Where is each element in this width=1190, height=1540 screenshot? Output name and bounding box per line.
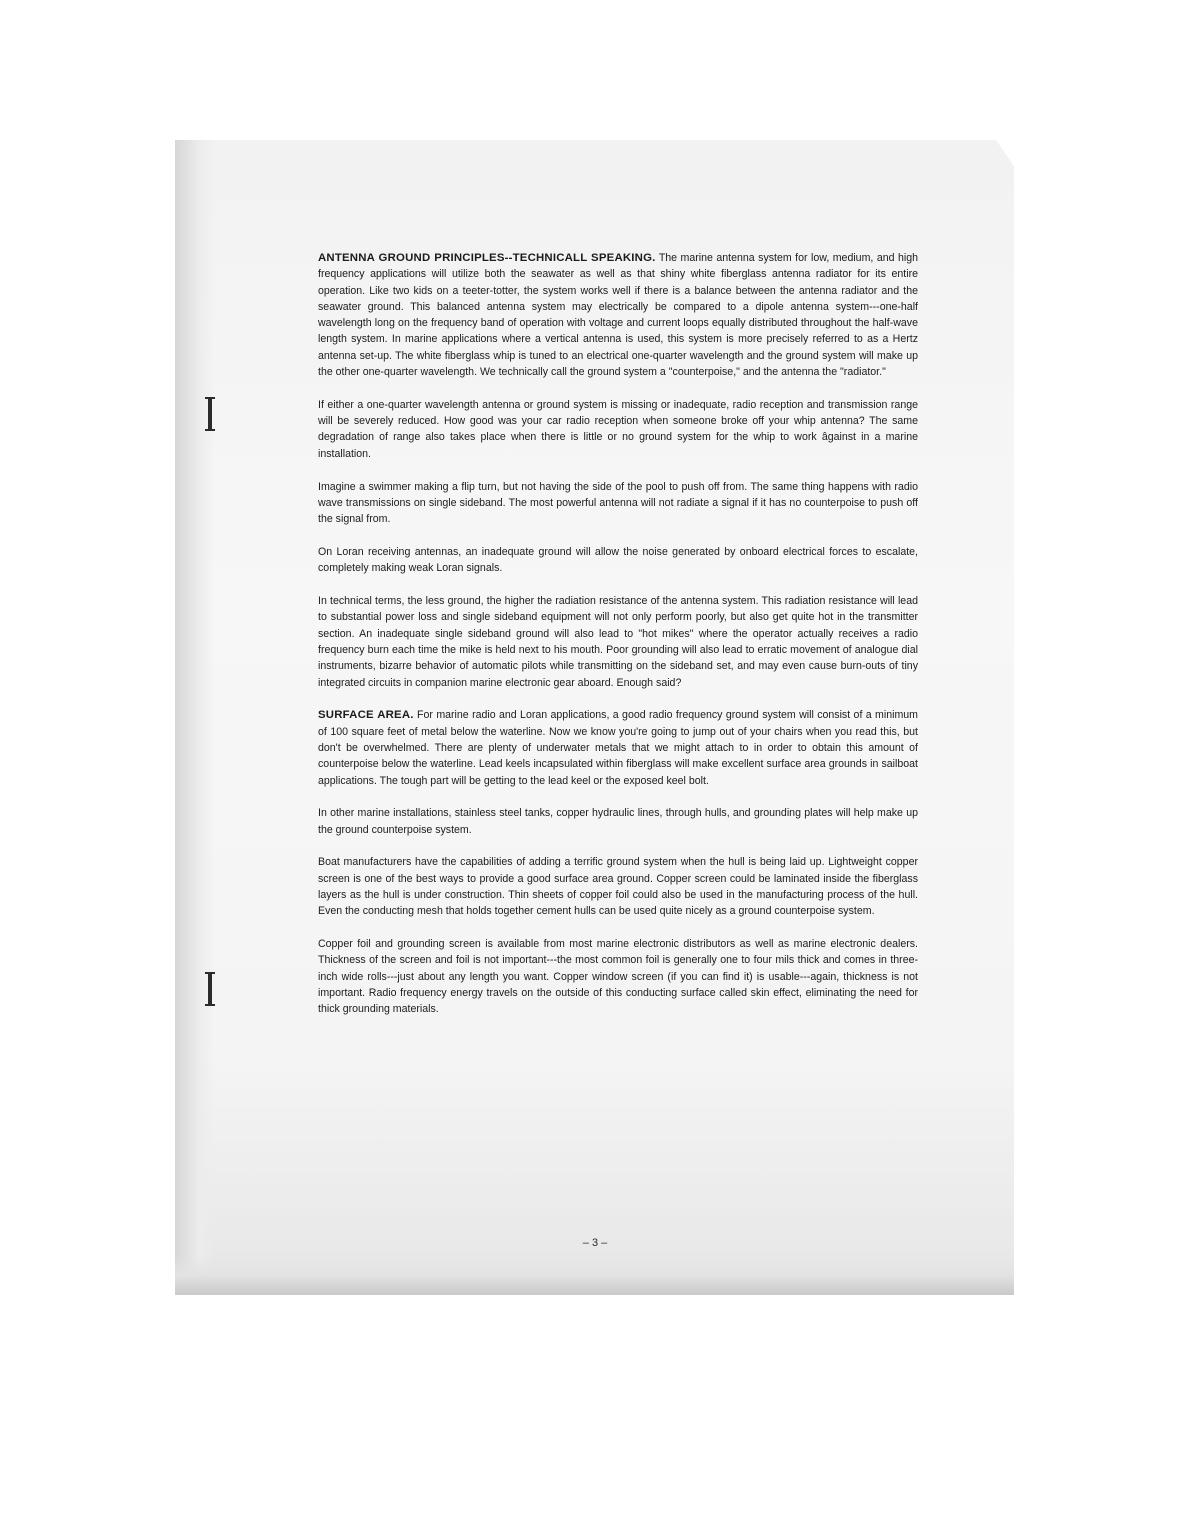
- section-heading: SURFACE AREA.: [318, 709, 414, 722]
- staple-top: [208, 397, 212, 431]
- paragraph-surface-area: [318, 707, 918, 788]
- paragraph-text: Boat manufacturers have the capabilities of adding a terrific ground system when the hull is being laid up. Lightweight copper screen is one of the best ways to provide a good surface area ground. Copper screen could be laminated inside the fiberglass layers as the hull is under construction. Thin sheets of copper foil could also be used in the manufacturing process of the hull. Even the conducting mesh that holds together cement hulls can be used quite nicely as a ground counterpoise system.: [318, 856, 918, 918]
- binding-shadow: [175, 140, 215, 1295]
- paragraph-text: Imagine a swimmer making a flip turn, but not having the side of the pool to push off from. The same thing happens with radio wave transmissions on single sideband. The most powerful antenna will not radiate a signal if it has no counterpoise to push off the signal from.: [318, 480, 918, 526]
- body-text: [318, 250, 918, 1034]
- bottom-edge-shadow: [175, 1255, 1014, 1295]
- paragraph-text: In other marine installations, stainless steel tanks, copper hydraulic lines, through hulls, and grounding plates will help make up the ground counterpoise system.: [318, 807, 918, 836]
- paragraph-range-reduction: [318, 397, 918, 462]
- section-heading: ANTENNA GROUND PRINCIPLES--TECHNICALL SPEAKING.: [318, 252, 656, 264]
- paragraph-text: If either a one-quarter wavelength antenna or ground system is missing or inadequate, radio reception and transmission range will be severely reduced. How good was your car radio reception when someone broke off your whip antenna? The same degradation of range also takes place when there is little or no ground system for the whip to work âgainst in a marine installation.: [318, 398, 918, 460]
- paragraph-text: For marine radio and Loran applications, a good radio frequency ground system will consist of a minimum of 100 square feet of metal below the waterline. Now we know you're going to jump out of your chairs when you read this, but don't be overwhelmed. There are plenty of underwater metals that we might attach to in order to obtain this amount of counterpoise below the waterline. Lead keels incapsulated within fiberglass will make excellent surface area grounds in sailboat applications. The tough part will be getting to the lead keel or the exposed keel bolt.: [318, 709, 918, 787]
- paragraph-text: Copper foil and grounding screen is available from most marine electronic distributors as well as marine electronic dealers. Thickness of the screen and foil is not important---the most common foil is generally one to four mils thick and comes in three-inch wide rolls---just about any length you want. Copper window screen (if you can find it) is usable---again, thickness is not important. Radio frequency energy travels on the outside of this conducting surface called skin effect, eliminating the need for thick grounding materials.: [318, 938, 918, 1016]
- paragraph-copper-foil: [318, 936, 918, 1017]
- paragraph-loran-receiving: [318, 544, 918, 577]
- paragraph-text: In technical terms, the less ground, the higher the radiation resistance of the antenna system. This radiation resistance will lead to substantial power loss and single sideband equipment will not only perform poorly, but also get quite hot in the transmitter section. An inadequate single sideband ground will also lead to "hot mikes" where the operator actually receives a radio frequency burn each time the mike is held next to his mouth. Poor grounding will also lead to erratic movement of analogue dial instruments, bizarre behavior of automatic pilots while transmitting on the sideband set, and may even cause burn-outs of tiny integrated circuits in companion marine electronic gear aboard. Enough said?: [318, 595, 918, 689]
- paragraph-antenna-ground-principles: [318, 250, 918, 380]
- page-number: – 3 –: [582, 1237, 608, 1249]
- corner-fold: [996, 140, 1014, 166]
- paragraph-boat-manufacturers: [318, 854, 918, 919]
- paragraph-text: On Loran receiving antennas, an inadequate ground will allow the noise generated by onboard electrical forces to escalate, completely making weak Loran signals.: [318, 545, 918, 575]
- staple-bottom: [208, 972, 212, 1006]
- paragraph-text: The marine antenna system for low, medium, and high frequency applications will utilize both the seawater as well as that shiny white fiberglass antenna radiator for its entire operation. Like two kids on a teeter-totter, the system works well if there is a balance between the antenna radiator and the seawater ground. This balanced antenna system may electrically be compared to a dipole antenna system---one-half wavelength long on the frequency band of operation with voltage and current loops equally distributed throughout the half-wave length system. In marine applications where a vertical antenna is used, this system is more precisely referred to as a Hertz antenna set-up. The white fiberglass whip is tuned to an electrical one-quarter wavelength and the ground system will make up the other one-quarter wavelength. We technically call the ground system a "counterpoise," and the antenna the "radiator.": [318, 252, 918, 379]
- paragraph-other-installations: [318, 805, 918, 838]
- paragraph-swimmer-analogy: [318, 479, 918, 528]
- paragraph-technical-terms: [318, 593, 918, 691]
